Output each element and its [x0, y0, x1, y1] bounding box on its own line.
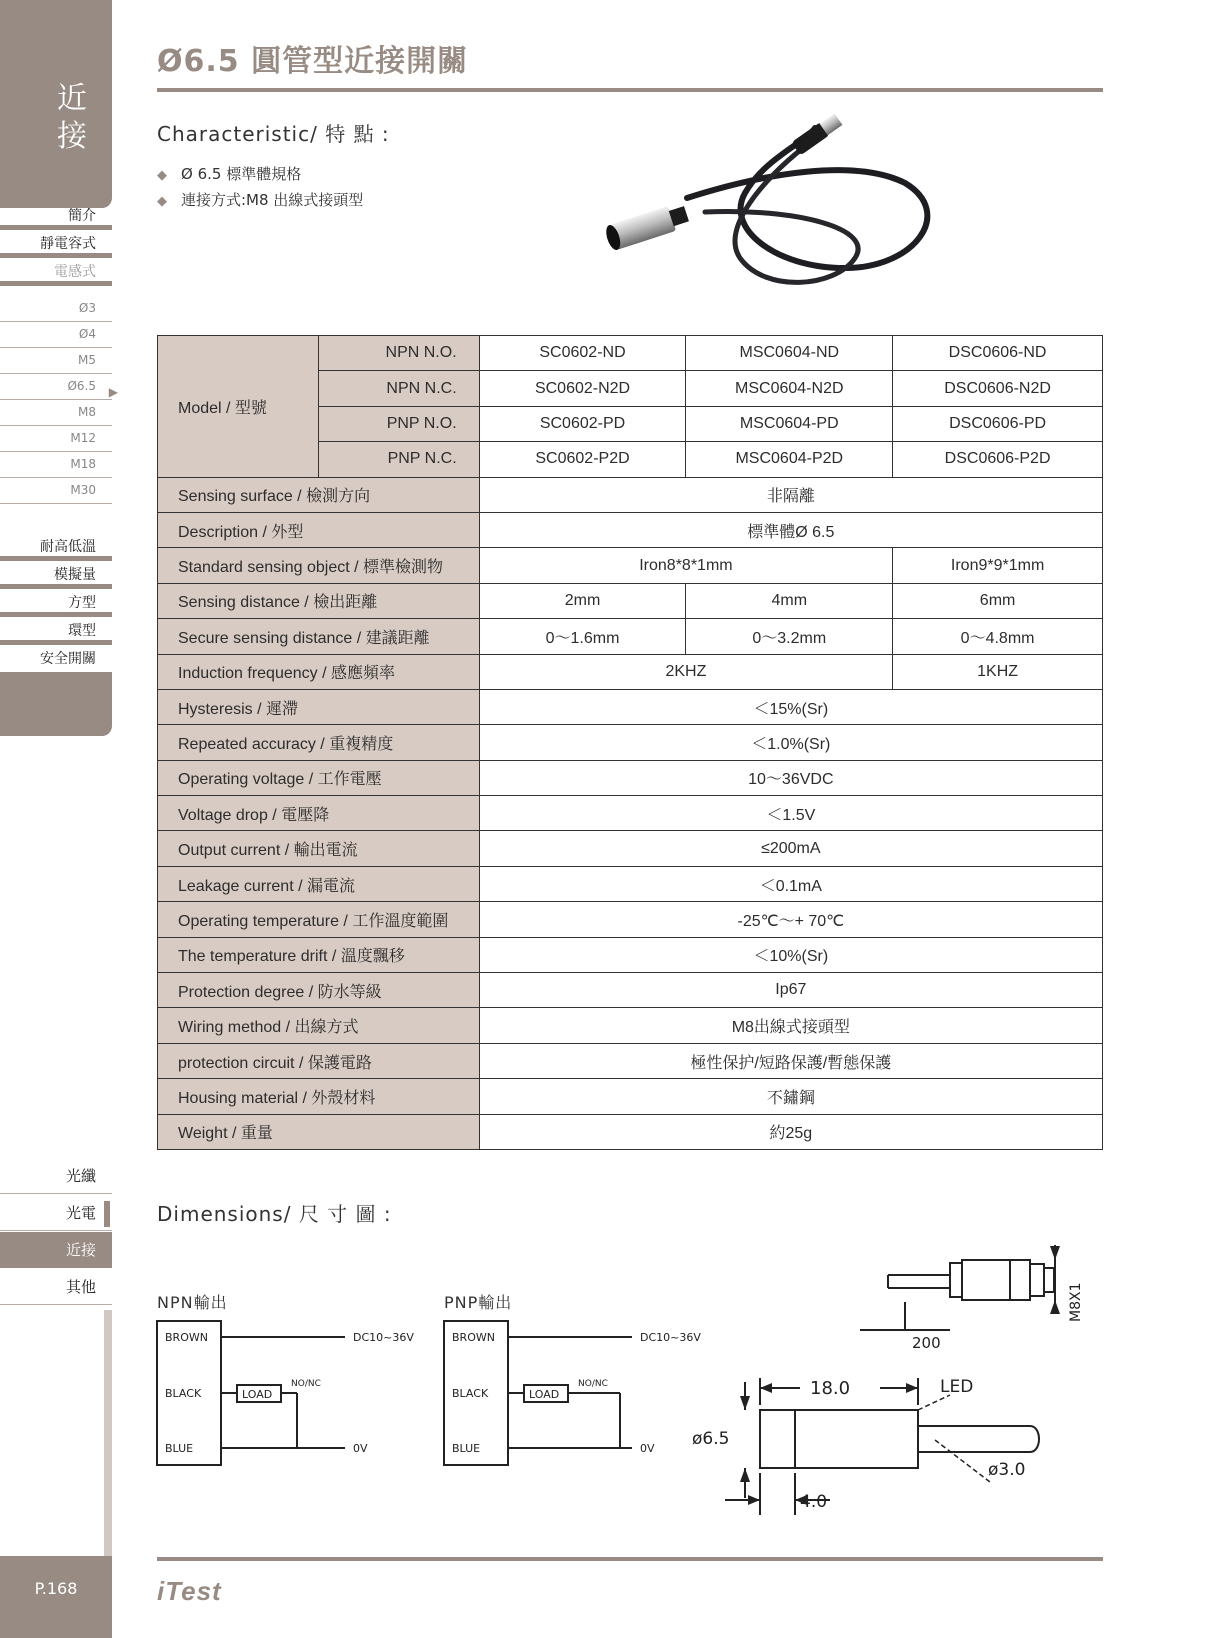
- diamond-bullet-icon: ◆: [157, 194, 167, 209]
- brand-logo: iTest: [157, 1576, 222, 1606]
- spec-label: Voltage drop / 電壓降: [158, 796, 480, 831]
- spec-value: Iron9*9*1mm: [893, 548, 1103, 583]
- table-row: [158, 831, 1103, 866]
- spec-value: Ip67: [479, 973, 1102, 1008]
- sidebar-item-square[interactable]: 方型: [0, 591, 112, 617]
- spec-label: Leakage current / 漏電流: [158, 866, 480, 901]
- supply-label: DC10~36V: [353, 1331, 414, 1344]
- sidebar-item-m8[interactable]: M8: [0, 400, 112, 426]
- diamond-bullet-icon: ◆: [157, 168, 167, 183]
- table-row: [158, 548, 1103, 583]
- table-row: [158, 902, 1103, 937]
- spec-value: -25℃～+ 70℃: [479, 902, 1102, 937]
- spec-label: Housing material / 外殼材料: [158, 1079, 480, 1114]
- sidebar-item-d4[interactable]: Ø4: [0, 322, 112, 348]
- model-cell: MSC0604-N2D: [686, 371, 893, 406]
- length-dimension: 18.0: [810, 1378, 851, 1399]
- table-row: [158, 760, 1103, 795]
- model-cell: MSC0604-PD: [686, 406, 893, 441]
- led-label: LED: [940, 1377, 974, 1397]
- feature-item: [157, 163, 301, 184]
- sidebar-chapter-title: 近接: [57, 81, 87, 154]
- model-cell: SC0602-ND: [479, 336, 686, 371]
- sidebar-item-temperature[interactable]: 耐高低溫: [0, 535, 112, 561]
- model-cell: DSC0606-P2D: [893, 442, 1103, 477]
- table-row: [158, 1114, 1103, 1149]
- spec-value: 不鏽鋼: [479, 1079, 1102, 1114]
- wire-brown-label: BROWN: [165, 1331, 208, 1344]
- dimensions-heading: Dimensions/ 尺 寸 圖 :: [157, 1202, 392, 1226]
- sidebar-item-capacitive[interactable]: 靜電容式: [0, 232, 112, 258]
- sidebar-item-m18[interactable]: M18: [0, 452, 112, 478]
- wire-brown-label: BROWN: [452, 1331, 495, 1344]
- spec-label: The temperature drift / 溫度飄移: [158, 937, 480, 972]
- title-divider: [157, 88, 1103, 92]
- table-row: [158, 1079, 1103, 1114]
- spec-value: ＜0.1mA: [479, 866, 1102, 901]
- sidebar-item-safety[interactable]: 安全開關: [40, 651, 96, 667]
- model-type: NPN N.O.: [318, 336, 479, 371]
- wire-blue-label: BLUE: [165, 1442, 194, 1455]
- category-other[interactable]: 其他: [0, 1269, 112, 1305]
- ground-label: 0V: [640, 1442, 655, 1455]
- footer-divider: [157, 1557, 1103, 1561]
- category-fiber[interactable]: 光纖: [0, 1158, 112, 1194]
- spec-value: 極性保护/短路保護/暫態保護: [479, 1043, 1102, 1078]
- model-label: Model / 型號: [158, 336, 319, 478]
- cable-length: 200: [912, 1334, 941, 1352]
- table-row: [158, 654, 1103, 689]
- spec-label: Protection degree / 防水等級: [158, 973, 480, 1008]
- model-type: NPN N.C.: [318, 371, 479, 406]
- model-cell: DSC0606-N2D: [893, 371, 1103, 406]
- spec-value: 0～3.2mm: [686, 619, 893, 654]
- spec-value: ＜15%(Sr): [479, 689, 1102, 724]
- spec-label: Description / 外型: [158, 512, 480, 547]
- current-arrow-icon: ▶: [108, 385, 118, 399]
- spec-label: Wiring method / 出線方式: [158, 1008, 480, 1043]
- spec-value: 0～1.6mm: [479, 619, 686, 654]
- spec-value: 1KHZ: [893, 654, 1103, 689]
- product-photo: [615, 118, 975, 318]
- spec-label: Induction frequency / 感應頻率: [158, 654, 480, 689]
- wire-black-label: BLACK: [452, 1387, 489, 1400]
- wire-blue-label: BLUE: [452, 1442, 481, 1455]
- spec-value: M8出線式接頭型: [479, 1008, 1102, 1043]
- sidebar-item-m30[interactable]: M30: [0, 478, 112, 504]
- feature-item: [157, 189, 363, 210]
- table-row: [158, 1043, 1103, 1078]
- model-cell: MSC0604-ND: [686, 336, 893, 371]
- load-label: LOAD: [242, 1388, 273, 1401]
- ground-label: 0V: [353, 1442, 368, 1455]
- table-row: [158, 336, 1103, 371]
- spec-value: ≤200mA: [479, 831, 1102, 866]
- spec-label: Secure sensing distance / 建議距離: [158, 619, 480, 654]
- spec-value: 標準體Ø 6.5: [479, 512, 1102, 547]
- sidebar-item-d65[interactable]: [0, 374, 118, 400]
- spec-label: protection circuit / 保護電路: [158, 1043, 480, 1078]
- sidebar-item-d3[interactable]: Ø3: [0, 296, 112, 322]
- category-proximity[interactable]: 近接: [0, 1232, 112, 1268]
- table-row: [158, 796, 1103, 831]
- diameter-dimension: ø6.5: [692, 1429, 730, 1449]
- cable-diameter: ø3.0: [988, 1460, 1026, 1480]
- spec-label: Standard sensing object / 標準檢測物: [158, 548, 480, 583]
- spec-value: ＜1.0%(Sr): [479, 725, 1102, 760]
- table-row: [158, 689, 1103, 724]
- wire-black-label: BLACK: [165, 1387, 202, 1400]
- spec-table: [157, 335, 1103, 1150]
- spec-value: 10～36VDC: [479, 760, 1102, 795]
- characteristic-heading: Characteristic/ 特 點 :: [157, 122, 390, 146]
- spec-value: ＜1.5V: [479, 796, 1102, 831]
- table-row: [158, 477, 1103, 512]
- dimension-drawing: [692, 1230, 1110, 1530]
- model-type: PNP N.O.: [318, 406, 479, 441]
- model-cell: DSC0606-ND: [893, 336, 1103, 371]
- spec-value: 約25g: [479, 1114, 1102, 1149]
- table-row: [158, 937, 1103, 972]
- pnp-title: PNP輸出: [444, 1293, 513, 1312]
- spec-label: Operating temperature / 工作溫度範圍: [158, 902, 480, 937]
- table-row: [158, 619, 1103, 654]
- category-photoelectric[interactable]: 光電: [0, 1195, 112, 1231]
- spec-label: Repeated accuracy / 重複精度: [158, 725, 480, 760]
- output-label: NO/NC: [578, 1379, 608, 1389]
- model-cell: MSC0604-P2D: [686, 442, 893, 477]
- feature-text: Ø 6.5 標準體規格: [181, 165, 302, 183]
- sidebar-item-m12[interactable]: M12: [0, 426, 112, 452]
- supply-label: DC10~36V: [640, 1331, 701, 1344]
- model-cell: SC0602-P2D: [479, 442, 686, 477]
- page-number: P.168: [0, 1556, 112, 1638]
- spec-value: 6mm: [893, 583, 1103, 618]
- model-cell: SC0602-N2D: [479, 371, 686, 406]
- spec-label: Output current / 輸出電流: [158, 831, 480, 866]
- table-row: [158, 1008, 1103, 1043]
- spec-value: 0～4.8mm: [893, 619, 1103, 654]
- sidebar-item-analog[interactable]: 模擬量: [0, 563, 112, 589]
- table-row: [158, 725, 1103, 760]
- feature-text: 連接方式:M8 出線式接頭型: [181, 191, 364, 209]
- spec-label: Sensing surface / 檢測方向: [158, 477, 480, 512]
- spec-value: Iron8*8*1mm: [479, 548, 893, 583]
- npn-wiring-diagram: [155, 1318, 425, 1468]
- spec-value: 非隔離: [479, 477, 1102, 512]
- face-dimension: 4.0: [800, 1492, 828, 1512]
- table-row: [158, 512, 1103, 547]
- sidebar-item-inductive[interactable]: 電感式: [0, 260, 112, 286]
- table-row: [158, 866, 1103, 901]
- spec-label: Sensing distance / 檢出距離: [158, 583, 480, 618]
- spec-label: Operating voltage / 工作電壓: [158, 760, 480, 795]
- spec-value: 4mm: [686, 583, 893, 618]
- table-row: [158, 973, 1103, 1008]
- model-cell: SC0602-PD: [479, 406, 686, 441]
- pnp-wiring-diagram: [442, 1318, 712, 1468]
- page-title: Ø6.5 圓管型近接開關: [157, 44, 469, 79]
- sidebar-item-d65-label: Ø6.5: [67, 379, 96, 393]
- output-label: NO/NC: [291, 1379, 321, 1389]
- sidebar-item-m5[interactable]: M5: [0, 348, 112, 374]
- spec-value: 2mm: [479, 583, 686, 618]
- sidebar-item-intro[interactable]: 簡介: [0, 204, 112, 230]
- sidebar-strip: [104, 1310, 112, 1558]
- model-type: PNP N.C.: [318, 442, 479, 477]
- model-cell: DSC0606-PD: [893, 406, 1103, 441]
- sidebar-item-ring[interactable]: 環型: [0, 619, 112, 645]
- npn-title: NPN輸出: [157, 1293, 228, 1312]
- spec-value: ＜10%(Sr): [479, 937, 1102, 972]
- sidebar-block: [0, 672, 112, 736]
- table-row: [158, 583, 1103, 618]
- spec-label: Weight / 重量: [158, 1114, 480, 1149]
- thread-label: M8X1: [1068, 1282, 1084, 1322]
- spec-value: 2KHZ: [479, 654, 893, 689]
- spec-label: Hysteresis / 遲滯: [158, 689, 480, 724]
- load-label: LOAD: [529, 1388, 560, 1401]
